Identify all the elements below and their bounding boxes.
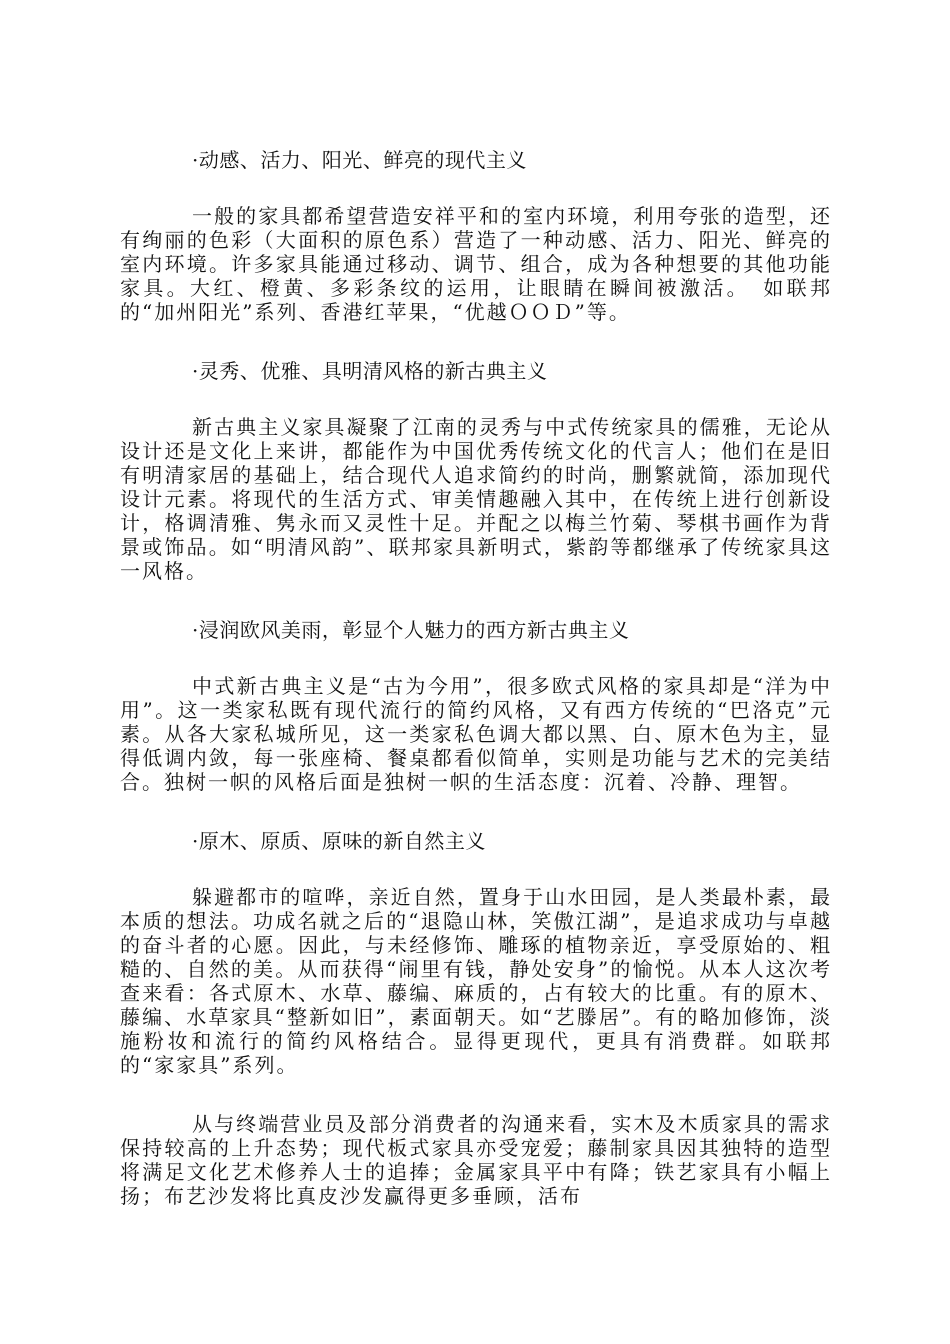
section-heading-neoclassical: ·灵秀、优雅、具明清风格的新古典主义 [192,359,548,383]
closing-paragraph: 从与终端营业员及部分消费者的沟通来看，实木及木质家具的需求保持较高的上升态势；现代板式家具亦受宠爱；藤制家具因其独特的造型将满足文化艺术修养人士的追捧；金属家具平中有降；铁艺家具有小幅上扬；布艺沙发将比真皮沙发赢得更多垂顾，活布 [120,1112,832,1208]
section-paragraph-naturalism: 躲避都市的喧哗，亲近自然，置身于山水田园，是人类最朴素，最本质的想法。功成名就之后的“退隐山林，笑傲江湖”，是追求成功与卓越的奋斗者的心愿。因此，与未经修饰、雕琢的植物亲近，享受原始的、粗糙的、自然的美。从而获得“闹里有钱，静处安身”的愉悦。从本人这次考查来看：各式原木、水草、藤编、麻质的，占有较大的比重。有的原木、藤编、水草家具“整新如旧”，素面朝天。如“艺滕居”。有的略加修饰，淡施粉妆和流行的简约风格结合。显得更现代，更具有消费群。如联邦的“家家具”系列。 [120,885,832,1077]
section-paragraph-western-neoclassical: 中式新古典主义是“古为今用”，很多欧式风格的家具却是“洋为中用”。这一类家私既有现代流行的简约风格，又有西方传统的“巴洛克”元素。从各大家私城所见，这一类家私色调大都以黑、白、原木色为主，显得低调内敛，每一张座椅、餐桌都看似简单，实则是功能与艺术的完美结合。独树一帜的风格后面是独树一帜的生活态度：沉着、冷静、理智。 [120,674,832,794]
section-heading-naturalism: ·原木、原质、原味的新自然主义 [192,829,486,853]
section-heading-western-neoclassical: ·浸润欧风美雨，彰显个人魅力的西方新古典主义 [192,618,630,642]
section-paragraph-modernism: 一般的家具都希望营造安祥平和的室内环境，利用夸张的造型，还有绚丽的色彩（大面积的原色系）营造了一种动感、活力、阳光、鲜亮的室内环境。许多家具能通过移动、调节、组合，成为各种想要的其他功能家具。大红、橙黄、多彩条纹的运用，让眼睛在瞬间被激活。 如联邦的“加州阳光”系列、香港红苹果，“优越ＯＯＤ”等。 [120,204,832,324]
document-page [120,148,832,1208]
section-heading-modernism: ·动感、活力、阳光、鲜亮的现代主义 [192,148,527,172]
section-paragraph-neoclassical: 新古典主义家具凝聚了江南的灵秀与中式传统家具的儒雅，无论从设计还是文化上来讲，都能作为中国优秀传统文化的代言人；他们在是旧有明清家居的基础上，结合现代人追求简约的时尚，删繁就简，添加现代设计元素。将现代的生活方式、审美情趣融入其中，在传统上进行创新设计，格调清雅、隽永而又灵性十足。并配之以梅兰竹菊、琴棋书画作为背景或饰品。如“明清风韵”、联邦家具新明式，紫韵等都继承了传统家具这一风格。 [120,415,832,583]
